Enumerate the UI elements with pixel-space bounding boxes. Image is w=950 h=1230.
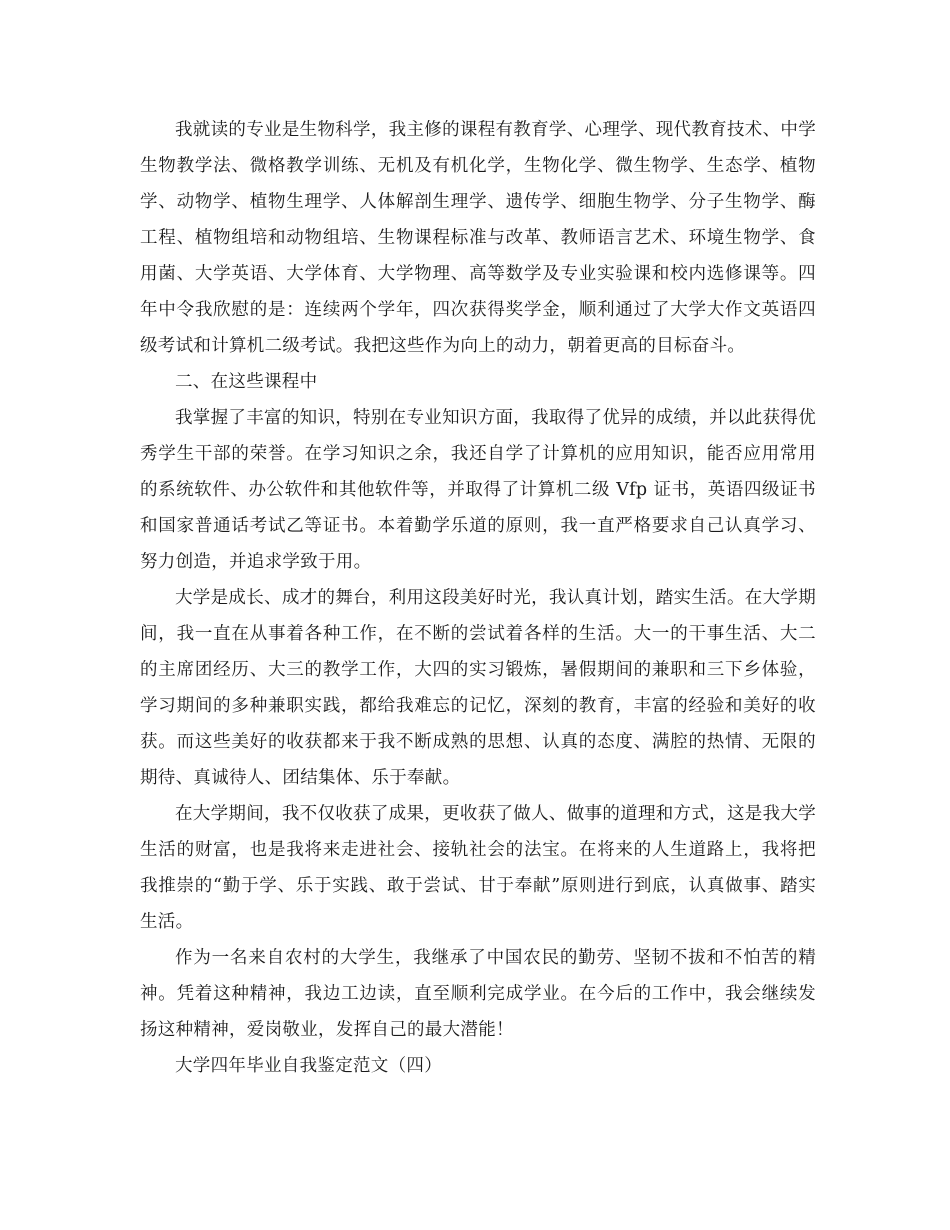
paragraph-rural-spirit: 作为一名来自农村的大学生，我继承了中国农民的勤劳、坚韧不拔和不怕苦的精神。凭着这种精神，我边工边读，直至顺利完成学业。在今后的工作中，我会继续发扬这种精神，爱岗敬业，发挥自己的最大潜能！ (140, 948, 816, 1040)
next-section-title: 大学四年毕业自我鉴定范文（四） (175, 1056, 442, 1076)
paragraph-courses: 我就读的专业是生物科学，我主修的课程有教育学、心理学、现代教育技术、中学生物教学法、微格教学训练、无机及有机化学，生物化学、微生物学、生态学、植物学、动物学、植物生理学、人体解剖生理学、遗传学、细胞生物学、分子生物学、酶工程、植物组培和动物组培、生物课程标准与改革、教师语言艺术、环境生物学、食用菌、大学英语、大学体育、大学物理、高等数学及专业实验课和校内选修课等。四年中令我欣慰的是：连续两个学年，四次获得奖学金，顺利通过了大学大作文英语四级考试和计算机二级考试。我把这些作为向上的动力，朝着更高的目标奋斗。 (140, 120, 816, 356)
document-body (140, 112, 816, 1084)
paragraph-knowledge: 我掌握了丰富的知识，特别在专业知识方面，我取得了优异的成绩，并以此获得优秀学生干部的荣誉。在学习知识之余，我还自学了计算机的应用知识，能否应用常用的系统软件、办公软件和其他软件等，并取得了计算机二级 Vfp 证书，英语四级证书和国家普通话考试乙等证书。本着勤学乐道的原则，我一直严格要求自己认真学习、努力创造，并追求学致于用。 (140, 408, 816, 572)
paragraph-university-life: 大学是成长、成才的舞台，利用这段美好时光，我认真计划，踏实生活。在大学期间，我一直在从事着各种工作，在不断的尝试着各样的生活。大一的干事生活、大二的主席团经历、大三的教学工作，大四的实习锻炼，暑假期间的兼职和三下乡体验，学习期间的多种兼职实践，都给我难忘的记忆，深刻的教育，丰富的经验和美好的收获。而这些美好的收获都来于我不断成熟的思想、认真的态度、满腔的热情、无限的期待、真诚待人、团结集体、乐于奉献。 (140, 588, 816, 788)
paragraph-harvest: 在大学期间，我不仅收获了成果，更收获了做人、做事的道理和方式，这是我大学生活的财富，也是我将来走进社会、接轨社会的法宝。在将来的人生道路上，我将把我推崇的“勤于学、乐于实践、敢于尝试、甘于奉献”原则进行到底，认真做事、踏实生活。 (140, 804, 816, 932)
section-heading: 二、在这些课程中 (175, 372, 318, 392)
